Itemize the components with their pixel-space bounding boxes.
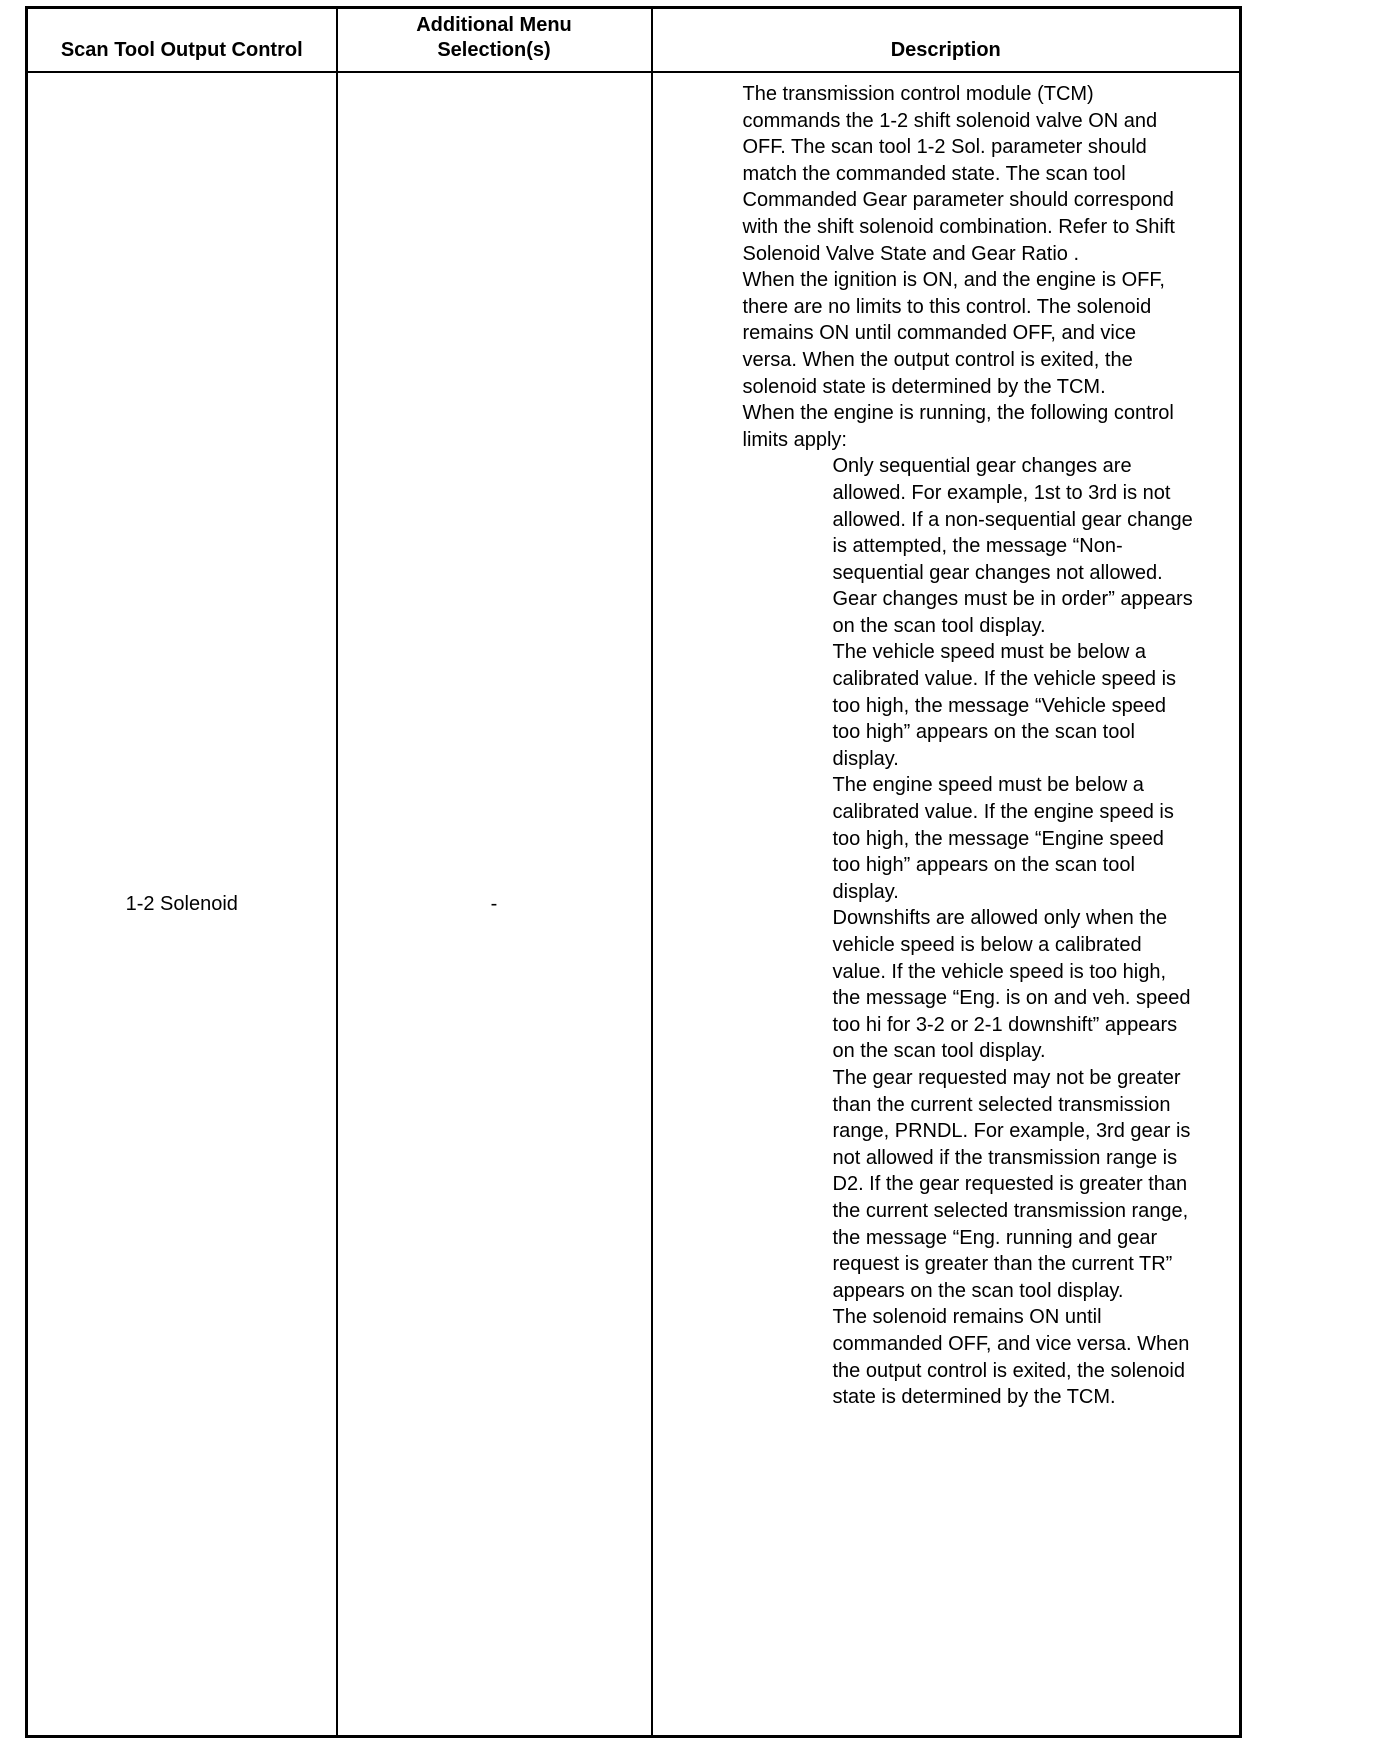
description-subitem: The solenoid remains ON until commanded OFF, and vice versa. When the output control is exited, the solenoid state is determined by the TCM.	[832, 1306, 1190, 1409]
header-additional-menu-selections	[337, 8, 652, 73]
description-subitem: The engine speed must be below a calibrated value. If the engine speed is too high, the message “Engine speed too high” appears on the scan tool display.	[832, 774, 1174, 903]
header-description-label: Description	[890, 39, 1001, 61]
control-label: 1-2 Solenoid	[125, 892, 238, 915]
cell-scan-tool-output-control	[27, 72, 337, 1737]
table-row	[27, 72, 1241, 1737]
header-scan-tool-output-control-label: Scan Tool Output Control	[60, 39, 303, 61]
header-additional-menu-selections-label: Additional Menu Selection(s)	[416, 14, 572, 61]
menu-selection-value: -	[490, 892, 498, 915]
description-subitem: The vehicle speed must be below a calibrated value. If the vehicle speed is too high, the message “Vehicle speed too high” appears on the scan tool display.	[832, 641, 1177, 770]
header-scan-tool-output-control	[27, 8, 337, 73]
cell-description	[652, 72, 1241, 1737]
description-subitem: Downshifts are allowed only when the vehicle speed is below a calibrated value. If the vehicle speed is too high, the message “Eng. is on and veh. speed too hi for 3-2 or 2-1 downshift” appears on the scan tool display.	[832, 907, 1191, 1063]
description-subitem: Only sequential gear changes are allowed. For example, 1st to 3rd is not allowed. If a non-sequential gear change is attempted, the message “Non-sequential gear changes not allowed. Gear changes must be in order” appears on the scan tool display.	[832, 455, 1193, 637]
description-subitem: The gear requested may not be greater than the current selected transmission range, PRNDL. For example, 3rd gear is not allowed if the transmission range is D2. If the gear requested is greater than the current selected transmission range, the message “Eng. running and gear request is greater than the current TR” appears on the scan tool display.	[832, 1066, 1191, 1302]
header-description	[652, 8, 1241, 73]
description-paragraph: The transmission control module (TCM) commands the 1-2 shift solenoid valve ON and OFF. The scan tool 1-2 Sol. parameter should match the commanded state. The scan tool Commanded Gear parameter should correspond with the shift solenoid combination. Refer to Shift Solenoid Valve State and Gear Ratio .	[742, 83, 1175, 265]
header-row	[27, 8, 1241, 73]
cell-additional-menu-selection	[337, 72, 652, 1737]
scan-tool-output-control-table	[25, 6, 1242, 1738]
description-paragraph: When the engine is running, the following control limits apply:	[742, 402, 1174, 451]
description-paragraph: When the ignition is ON, and the engine is OFF, there are no limits to this control. The solenoid remains ON until commanded OFF, and vice versa. When the output control is exited, the solenoid state is determined by the TCM.	[742, 269, 1165, 398]
